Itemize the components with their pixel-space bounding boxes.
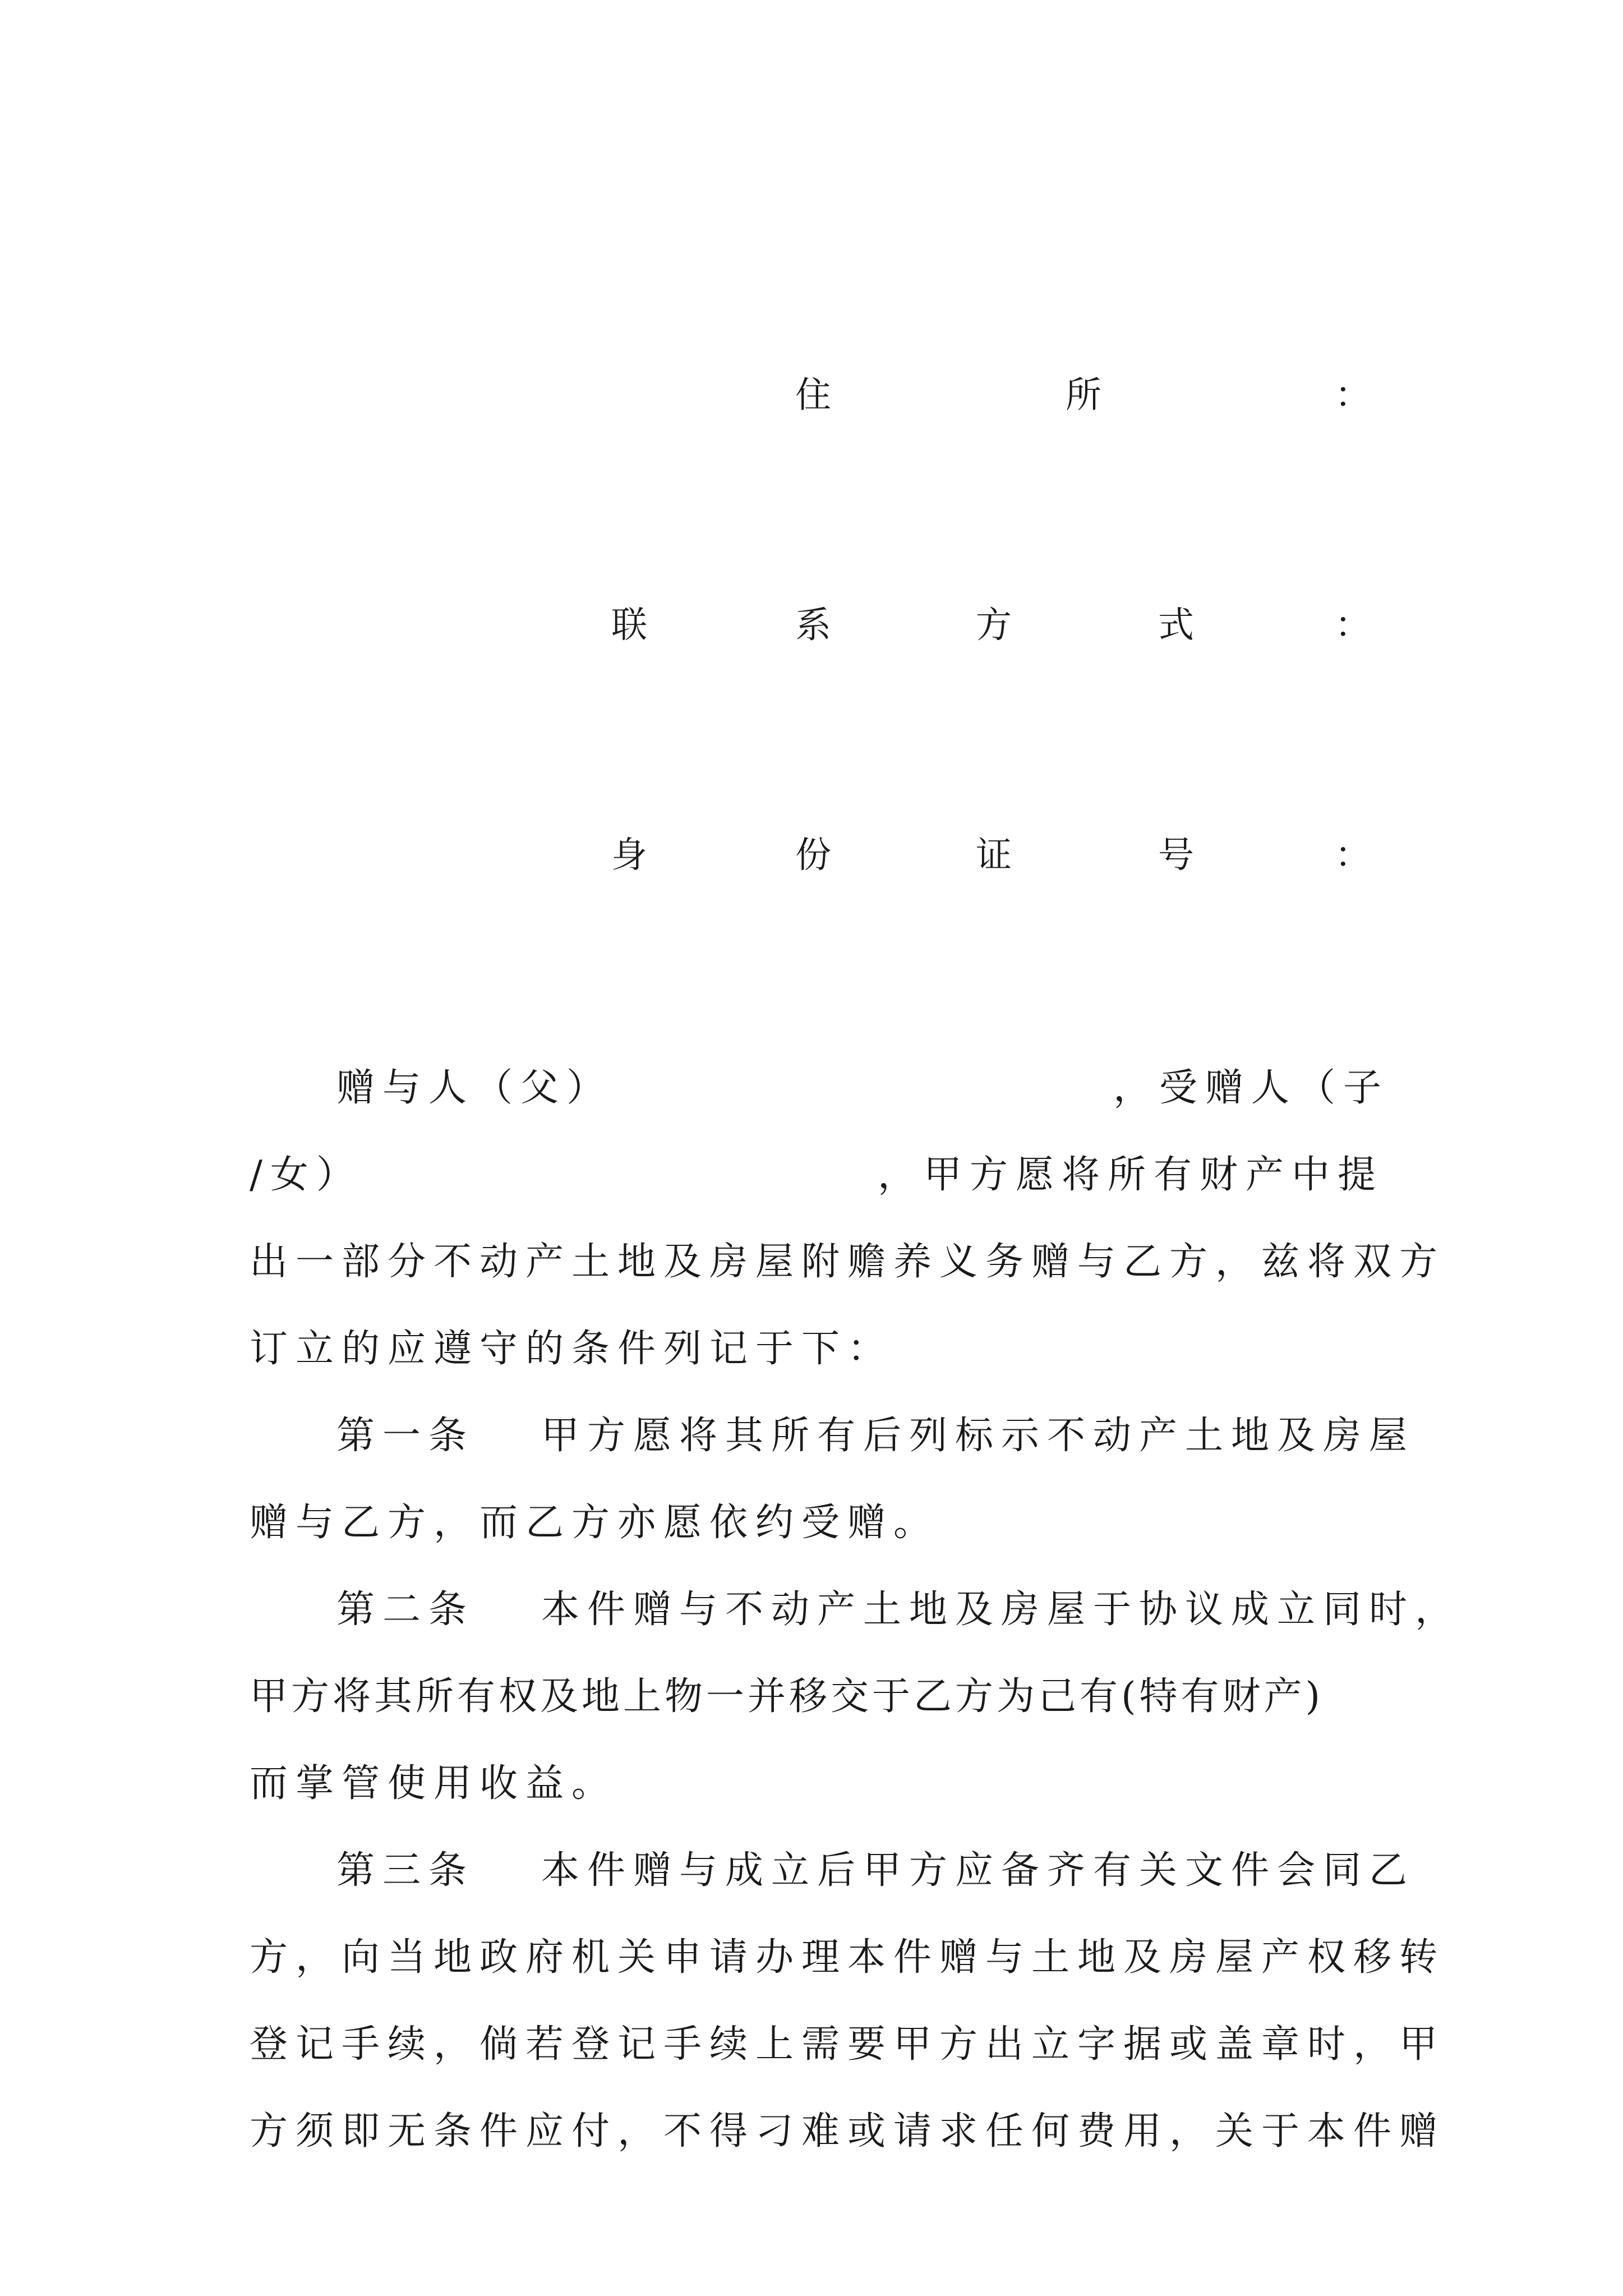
article-1-label: 第一条 bbox=[336, 1414, 475, 1458]
article-2-line-1 bbox=[250, 1579, 1461, 1641]
intro-line-3-text: 出一部分不动产土地及房屋附赡养义务赠与乙方，兹将双方 bbox=[250, 1240, 1446, 1284]
article-1-line-1 bbox=[250, 1405, 1415, 1467]
contact-label-char-1: 联 bbox=[611, 605, 647, 646]
contact-label-char-3: 方 bbox=[976, 605, 1012, 646]
article-2-line-1-text: 本件赠与不动产土地及房屋于协议成立同时， bbox=[541, 1588, 1461, 1632]
article-2-label: 第二条 bbox=[336, 1588, 475, 1632]
article-3-line-3-text: 登记手续，倘若登记手续上需要甲方出立字据或盖章时，甲 bbox=[250, 2022, 1446, 2067]
article-3-label: 第三条 bbox=[336, 1848, 475, 1893]
id-label-char-2: 份 bbox=[795, 835, 831, 876]
id-label-char-4: 号 bbox=[1158, 835, 1194, 876]
article-3-line-4-text: 方须即无条件应付，不得刁难或请求任何费用，关于本件赠 bbox=[250, 2109, 1446, 2154]
residence-label-char-1: 住 bbox=[795, 375, 831, 416]
article-3-line-1 bbox=[250, 1840, 1415, 1902]
contact-colon: ： bbox=[1335, 605, 1371, 646]
residence-label-char-2: 所 bbox=[1066, 375, 1101, 416]
recipient-label-cont: /女） bbox=[250, 1153, 362, 1197]
article-2-line-2-text: 甲方将其所有权及地上物一并移交于乙方为己有(特有财产) bbox=[250, 1674, 1324, 1719]
intro-line-2-text: ，甲方愿将所有财产中提 bbox=[878, 1153, 1384, 1197]
residence-colon: ： bbox=[1335, 375, 1371, 416]
article-1-line-2-text: 赠与乙方，而乙方亦愿依约受赠。 bbox=[250, 1501, 940, 1545]
contact-label-char-4: 式 bbox=[1158, 605, 1194, 646]
contract-body bbox=[250, 0, 1461, 2296]
intro-line-2 bbox=[250, 1144, 1394, 1206]
intro-line-1 bbox=[250, 1057, 1394, 1119]
article-3-line-1-text: 本件赠与成立后甲方应备齐有关文件会同乙 bbox=[541, 1848, 1415, 1893]
recipient-label: ，受赠人（子 bbox=[1113, 1066, 1390, 1110]
donor-label: 赠与人（父） bbox=[336, 1066, 613, 1110]
article-3-line-2-text: 方，向当地政府机关申请办理本件赠与土地及房屋产权移转 bbox=[250, 1935, 1446, 1980]
id-label-char-3: 证 bbox=[976, 835, 1012, 876]
article-2-line-3-text: 而掌管使用收益。 bbox=[250, 1761, 618, 1806]
id-label-char-1: 身 bbox=[611, 835, 647, 876]
contact-label-char-2: 系 bbox=[795, 605, 831, 646]
id-colon: ： bbox=[1335, 835, 1371, 876]
article-1-line-1-text: 甲方愿将其所有后列标示不动产土地及房屋 bbox=[541, 1414, 1415, 1458]
intro-line-4-text: 订立的应遵守的条件列记于下： bbox=[250, 1327, 894, 1371]
